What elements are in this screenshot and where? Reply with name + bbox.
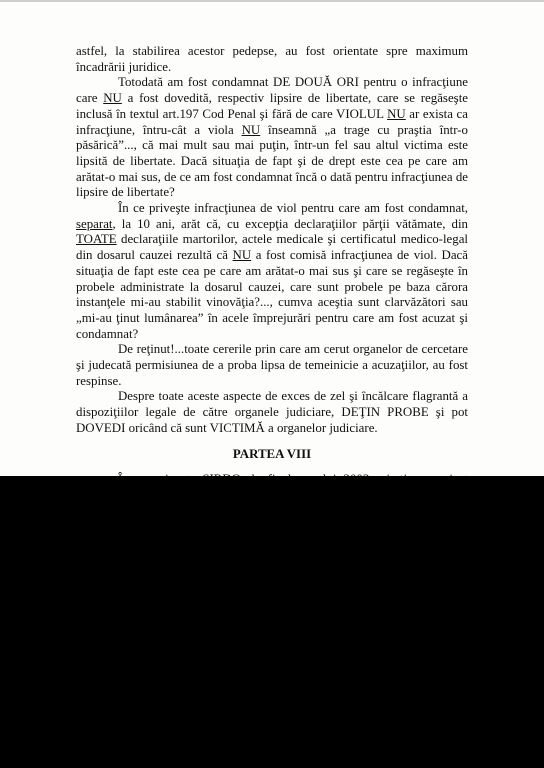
underlined-nu: NU bbox=[387, 106, 406, 121]
paragraph-3-text-c: declaraţiile martorilor, actele medicale şi certificatul medico-legal din dosarul cauzei rezultă că bbox=[76, 232, 468, 263]
paragraph-2-text-c: ar exista ca infracţiune, întru-cât a viola bbox=[76, 106, 468, 137]
paragraph-2-text-a: Totodată am fost condamnat DE DOUĂ ORI pentru o infracţiune care bbox=[76, 75, 468, 106]
paragraph-1-text: astfel, la stabilirea acestor pedepse, au fost orientate spre maximum încadrării juridice. bbox=[76, 44, 468, 74]
paragraph-5 bbox=[76, 389, 468, 436]
underlined-separat: separat bbox=[76, 216, 113, 231]
paragraph-4 bbox=[76, 342, 468, 389]
scanner-black-area bbox=[0, 476, 544, 768]
scan-edge bbox=[0, 0, 544, 2]
underlined-nu: NU bbox=[103, 91, 122, 106]
paragraph-2-text-b: a fost dovedită, respectiv lipsire de libertate, care se regăseşte inclusă în textul art.197 Cod Penal şi fără de care VIOLUL bbox=[76, 91, 468, 121]
paragraph-2-text-d: înseamnă „a trage cu praştia într-o păsărică”..., că mai mult sau mai puţin, într-un fel sau altul victima este lipsită de libertate. Dacă situaţia de fapt şi de drept este cea pe care am arătat-o mai sus, de ce am fost condamnat încă o dată pentru infracţiunea de lipsire de libertate? bbox=[76, 122, 468, 200]
paragraph-2 bbox=[76, 75, 468, 201]
paragraph-1 bbox=[76, 44, 468, 75]
paragraph-3-text-d: a fost comisă infracţiunea de viol. Dacă situaţia de fapt este cea pe care am arătat-o mai sus şi care se regăseşte în probele administrate la dosarul cauzei, care sunt probele pe baza cărora instanţele mi-au stabilit vinovăţia?..., cumva aceştia sunt clarvăzători sau „mi-au ţinut lumânarea” în acele împrejurări pentru care am fost acuzat şi condamnat? bbox=[76, 248, 468, 341]
paragraph-4-text: De reţinut!...toate cererile prin care am cerut organelor de cercetare şi judecată permisiunea de a proba lipsa de temeinicie a acuzaţiilor, au fost respinse. bbox=[76, 342, 468, 388]
section-heading: PARTEA VIII bbox=[232, 446, 312, 461]
paragraph-3-text-a: În ce priveşte infracţiunea de viol pentru care am fost condamnat, bbox=[118, 201, 468, 216]
paragraph-3-text-b: , la 10 ani, arăt că, cu excepţia declaraţiilor părţii vătămate, din bbox=[112, 216, 468, 231]
underlined-nu: NU bbox=[241, 122, 261, 137]
underlined-nu: NU bbox=[232, 248, 252, 263]
underlined-toate: TOATE bbox=[76, 232, 117, 247]
paragraph-3 bbox=[76, 201, 468, 342]
paragraph-5-text: Despre toate aceste aspecte de exces de zel şi încălcare flagrantă a dispoziţiilor legale de către organele judiciare, DEŢIN PROBE şi pot DOVEDI oricând că sunt VICTIMĂ a organelor judiciare. bbox=[76, 389, 468, 435]
